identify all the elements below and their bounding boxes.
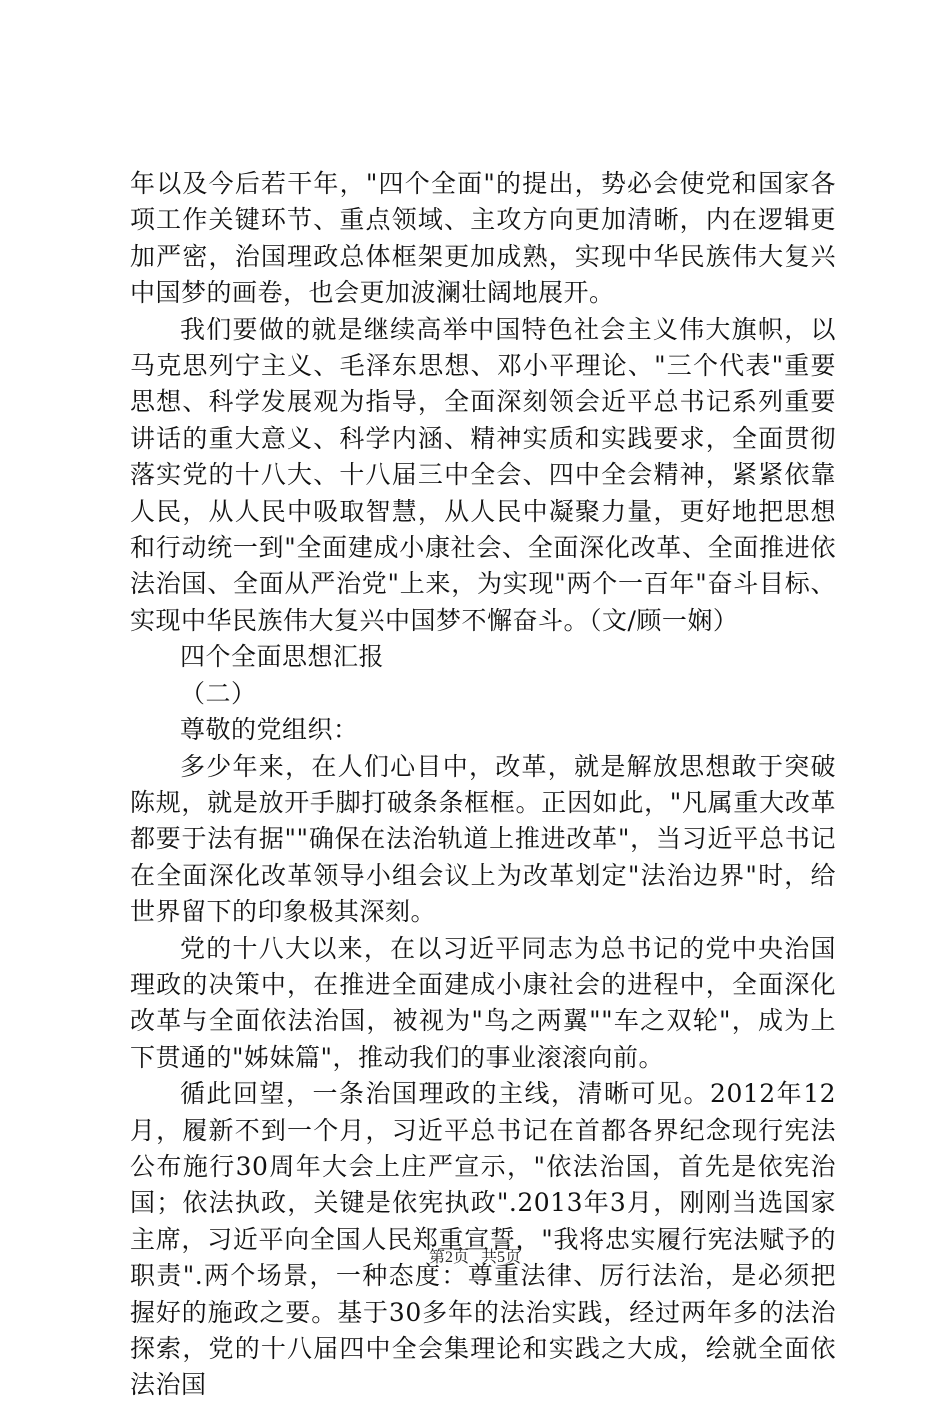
page-number: 第2页 — [428, 1249, 469, 1266]
section-number: （二） — [180, 678, 257, 708]
paragraph-reform: 多少年来，在人们心目中，改革，就是解放思想敢于突破陈规，就是放开手脚打破条条框框。正因如此，"凡属重大改革都要于法有据""确保在法治轨道上推进改革"，当习近平总书记在全面深化改革领导小组会议上为改革划定"法治边界"时，给世界留下的印象极其深刻。 — [130, 751, 836, 927]
page-total: 共5页 — [481, 1249, 522, 1266]
page-footer — [0, 1244, 950, 1267]
salutation: 尊敬的党组织： — [180, 715, 359, 745]
paragraph-continuation: 年以及今后若干年，"四个全面"的提出，势必会使党和国家各项工作关键环节、重点领域、主攻方向更加清晰，内在逻辑更加严密，治国理政总体框架更加成熟，实现中华民族伟大复兴中国梦的画卷，也会更加波澜壮阔地展开。 — [130, 169, 836, 308]
section-title: 四个全面思想汇报 — [180, 642, 385, 672]
paragraph-call-to-action: 我们要做的就是继续高举中国特色社会主义伟大旗帜，以马克思列宁主义、毛泽东思想、邓小平理论、"三个代表"重要思想、科学发展观为指导，全面深刻领会近平总书记系列重要讲话的重大意义、科学内涵、精神实质和实践要求，全面贯彻落实党的十八大、十八届三中全会、四中全会精神，紧紧依靠人民，从人民中吸取智慧，从人民中凝聚力量，更好地把思想和行动统一到"全面建成小康社会、全面深化改革、全面推进依法治国、全面从严治党"上来，为实现"两个一百年"奋斗目标、实现中华民族伟大复兴中国梦不懈奋斗。（文/顾一娴） — [130, 314, 836, 635]
document-body — [130, 166, 836, 1404]
paragraph-two-wings: 党的十八大以来，在以习近平同志为总书记的党中央治国理政的决策中，在推进全面建成小康社会的进程中，全面深化改革与全面依法治国，被视为"鸟之两翼""车之双轮"，成为上下贯通的"姊妹篇"，推动我们的事业滚滚向前。 — [130, 933, 836, 1072]
paragraph-constitution: 循此回望，一条治国理政的主线，清晰可见。2012年12月，履新不到一个月，习近平总书记在首都各界纪念现行宪法公布施行30周年大会上庄严宣示，"依法治国，首先是依宪治国；依法执政，关键是依宪执政".2013年3月，刚刚当选国家主席，习近平向全国人民郑重宣誓，"我将忠实履行宪法赋予的职责".两个场景，一种态度：尊重法律、厉行法治，是必须把握好的施政之要。基于30多年的法治实践，经过两年多的法治探索，党的十八届四中全会集理论和实践之大成，绘就全面依法治国 — [130, 1079, 836, 1400]
